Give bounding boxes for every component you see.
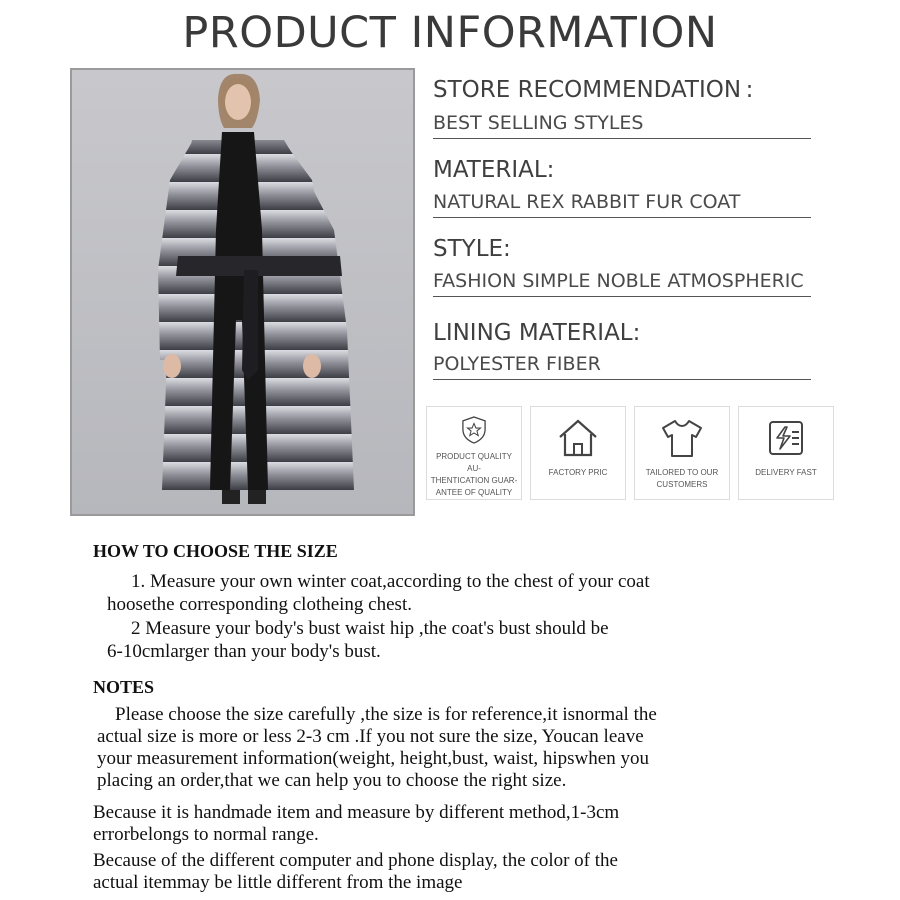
size-step-1-line: hoosethe corresponding clotheing chest. <box>107 594 412 615</box>
info-heading: STORE RECOMMENDATION : <box>433 77 754 103</box>
store-recommendation <box>433 76 813 139</box>
info-value: NATURAL REX RABBIT FUR COAT <box>433 189 811 218</box>
badge-label: TAILORED TO OUR CUSTOMERS <box>645 468 719 489</box>
info-value: BEST SELLING STYLES <box>433 110 811 139</box>
page-title: PRODUCT INFORMATION <box>182 8 718 58</box>
badge-label: PRODUCT QUALITY AU- THENTICATION GUAR- ANTEE OF QUALITY <box>430 452 518 497</box>
feature-badges <box>426 406 834 500</box>
info-value: FASHION SIMPLE NOBLE ATMOSPHERIC <box>433 268 811 297</box>
notes-paragraph-line: placing an order,that we can help you to choose the right size. <box>97 770 567 791</box>
delivery-fast-badge <box>738 406 834 500</box>
product-photo <box>70 68 415 516</box>
badge-label: FACTORY PRIC <box>548 468 608 477</box>
notes-paragraph-line: Because of the different computer and phone display, the color of the <box>93 850 618 871</box>
notes-paragraph-line: actual size is more or less 2-3 cm .If you not sure the size, Youcan leave <box>97 726 644 747</box>
info-heading: MATERIAL: <box>433 157 555 183</box>
material <box>433 156 813 218</box>
tshirt-icon <box>659 415 705 461</box>
notes-paragraph-line: errorbelongs to normal range. <box>93 824 319 845</box>
lining-material <box>433 319 813 380</box>
notes-paragraph-line: Please choose the size carefully ,the size is for reference,it isnormal the <box>115 704 657 725</box>
delivery-icon <box>763 415 809 461</box>
size-guide-heading: HOW TO CHOOSE THE SIZE <box>93 541 338 561</box>
factory-price-badge <box>530 406 626 500</box>
size-step-1-line: 1. Measure your own winter coat,according to the chest of your coat <box>131 571 650 592</box>
info-heading: LINING MATERIAL: <box>433 320 641 346</box>
notes-paragraph-line: Because it is handmade item and measure by different method,1-3cm <box>93 802 620 823</box>
size-step-2-line: 6-10cmlarger than your body's bust. <box>107 641 381 662</box>
info-heading: STYLE: <box>433 236 511 262</box>
notes-heading: NOTES <box>93 677 155 697</box>
shield-star-icon <box>451 415 497 445</box>
style <box>433 235 813 297</box>
quality-badge <box>426 406 522 500</box>
info-value: POLYESTER FIBER <box>433 351 811 380</box>
house-icon <box>555 415 601 461</box>
size-step-2-line: 2 Measure your body's bust waist hip ,the coat's bust should be <box>131 618 609 639</box>
notes-paragraph-line: your measurement information(weight, height,bust, waist, hipswhen you <box>97 748 649 769</box>
badge-label: DELIVERY FAST <box>755 468 817 477</box>
tailored-badge <box>634 406 730 500</box>
notes-paragraph-line: actual itemmay be little different from the image <box>93 872 463 893</box>
